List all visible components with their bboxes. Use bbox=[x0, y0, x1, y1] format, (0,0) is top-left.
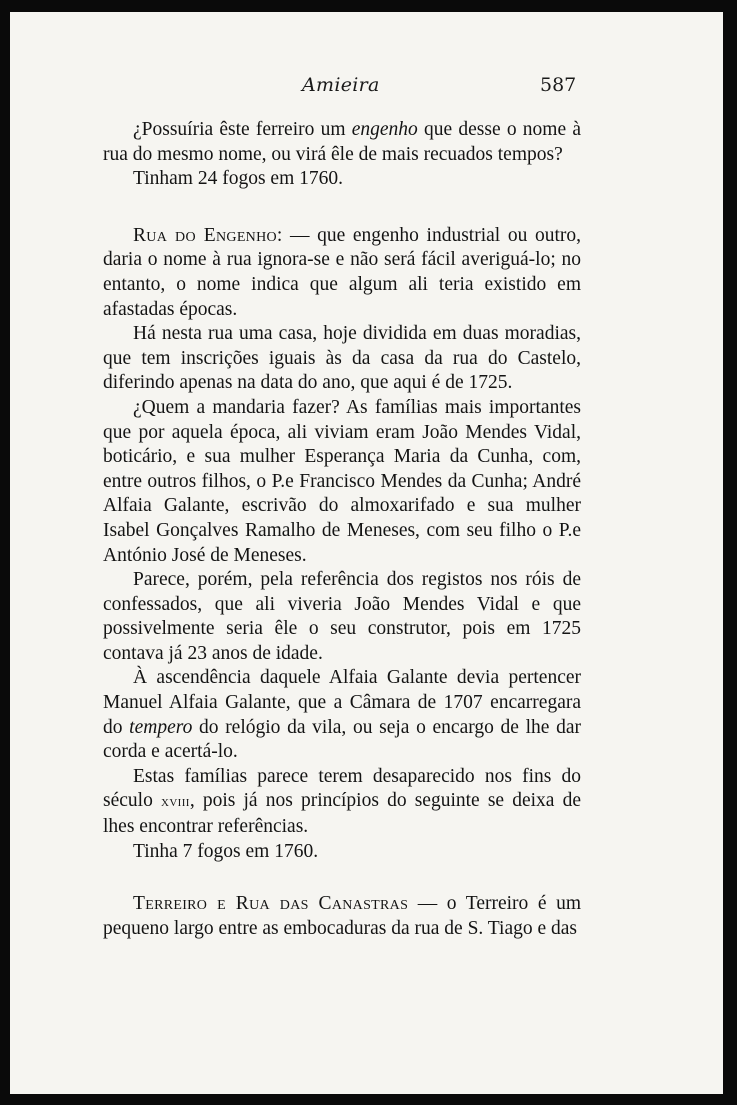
page-number: 587 bbox=[540, 74, 577, 96]
section-terreiro: Terreiro e Rua das Canastras — o Terreiro é um pequeno largo entre as embocaduras da rua de S. Tiago e das bbox=[103, 893, 581, 939]
running-title: Amieira bbox=[302, 74, 380, 96]
paragraph: Parece, porém, pela referência dos registos nos róis de confessados, que ali viveria João Mendes Vidal e que possivelmente seria êle o seu construtor, pois em 1725 contava já 23 anos de idade. bbox=[103, 569, 581, 664]
section-heading: Rua do Engenho bbox=[133, 224, 277, 246]
section-heading: Terreiro e Rua das Canastras bbox=[133, 893, 409, 915]
paragraph: Estas famílias parece terem desaparecido nos fins do século xviii, pois já nos princípios do seguinte se deixa de lhes encontrar referências. bbox=[103, 765, 581, 838]
paragraph: Tinha 7 fogos em 1760. bbox=[133, 840, 319, 862]
section-rua-do-engenho: Rua do Engenho: — que engenho industrial ou outro, daria o nome à rua ignora-se e não será fácil averiguá-lo; no entanto, o nome indica que algum ali teria existido em afastadas épocas. bbox=[103, 224, 581, 320]
paragraph: À ascendência daquele Alfaia Galante devia pertencer Manuel Alfaia Galante, que a Câmara de 1707 encarregara do tempero do relógio da vila, ou seja o encargo de lhe dar corda e acertá-lo. bbox=[103, 667, 581, 763]
page-header bbox=[10, 74, 723, 98]
paragraph: Tinham 24 fogos em 1760. bbox=[133, 168, 343, 190]
body-text bbox=[103, 118, 581, 941]
book-page bbox=[10, 12, 723, 1094]
paragraph: ¿Quem a mandaria fazer? As famílias mais importantes que por aquela época, ali viviam eram João Mendes Vidal, boticário, e sua mulher Esperança Maria da Cunha, com, entre outros filhos, o P.e Francisco Mendes da Cunha; André Alfaia Galante, escrivão do almoxarifado e sua mulher Isabel Gonçalves Ramalho de Meneses, com seu filho o P.e António José de Meneses. bbox=[103, 396, 581, 566]
paragraph: ¿Possuíria êste ferreiro um engenho que desse o nome à rua do mesmo nome, ou virá êle de mais recuados tempos? bbox=[103, 119, 581, 165]
paragraph: Há nesta rua uma casa, hoje dividida em duas moradias, que tem inscrições iguais às da casa da rua do Castelo, diferindo apenas na data do ano, que aqui é de 1725. bbox=[103, 323, 581, 394]
